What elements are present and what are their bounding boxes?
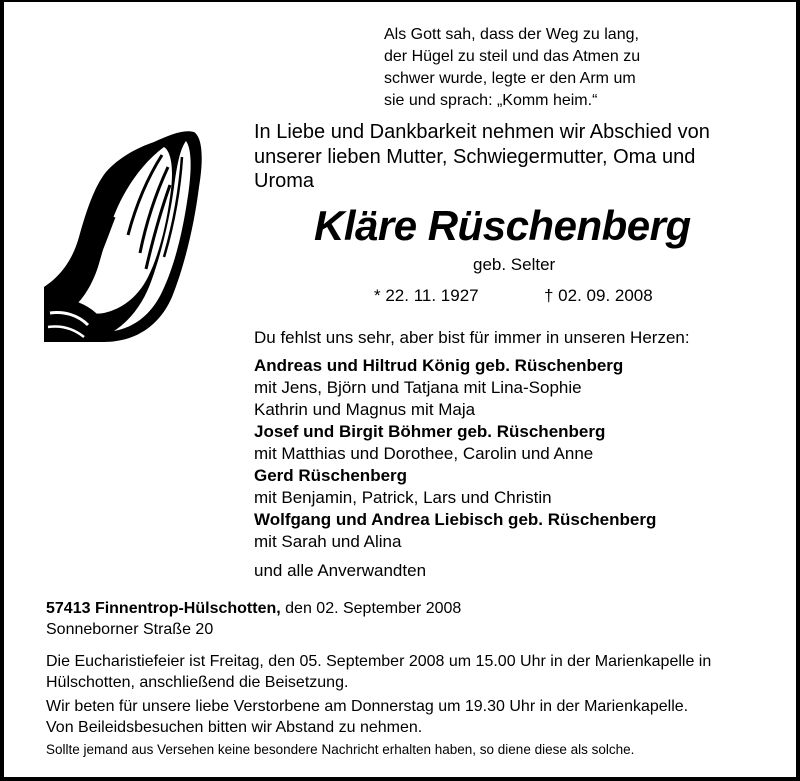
prayer-info [46, 697, 776, 738]
family-member-children: mit Matthias und Dorothee, Carolin und Anne [254, 444, 594, 463]
quote-line: der Hügel zu steil und das Atmen zu [384, 48, 641, 65]
family-member-name: Andreas und Hiltrud König geb. Rüschenberg [254, 356, 624, 375]
death-date: † 02. 09. 2008 [544, 286, 653, 305]
family-member-name: Josef und Birgit Böhmer geb. Rüschenberg [254, 422, 606, 441]
place-block [46, 598, 461, 640]
relatives-line: und alle Anverwandten [254, 561, 427, 580]
prayer-line: Wir beten für unsere liebe Verstorbene am Donnerstag um 19.30 Uhr in der Marienkapelle. [46, 698, 689, 715]
intro-text [254, 120, 774, 194]
prayer-line: Von Beileidsbesuchen bitten wir Abstand zu nehmen. [46, 718, 423, 736]
family-member-name: Gerd Rüschenberg [254, 466, 408, 485]
place-name: 57413 Finnentrop-Hülschotten, [46, 600, 281, 617]
footer-note: Sollte jemand aus Versehen keine besondere Nachricht erhalten haben, so diene diese als solche. [46, 742, 635, 757]
place-date-line [46, 598, 461, 619]
family-member-children: mit Benjamin, Patrick, Lars und Christin [254, 488, 552, 507]
street-address: Sonneborner Straße 20 [46, 621, 214, 638]
maiden-name: geb. Selter [473, 255, 556, 274]
praying-hands-icon [44, 127, 204, 347]
mass-info [46, 652, 776, 693]
family-list [254, 355, 656, 553]
family-member-name: Wolfgang und Andrea Liebisch geb. Rüschenberg [254, 510, 657, 529]
quote-line: sie und sprach: „Komm heim.“ [384, 92, 598, 109]
family-member-children: Kathrin und Magnus mit Maja [254, 400, 476, 419]
farewell-line: Du fehlst uns sehr, aber bist für immer in unseren Herzen: [254, 328, 690, 347]
intro-line: unserer lieben Mutter, Schwiegermutter, Oma und [254, 145, 696, 168]
birth-date: * 22. 11. 1927 [374, 286, 479, 305]
intro-line: In Liebe und Dankbarkeit nehmen wir Abschied von [254, 121, 710, 143]
deceased-name: Kläre Rüschenberg [314, 202, 691, 249]
poem-quote [384, 24, 640, 112]
family-member-children: mit Jens, Björn und Tatjana mit Lina-Sophie [254, 378, 582, 397]
intro-line: Uroma [254, 170, 315, 192]
notice-date: den 02. September 2008 [280, 600, 462, 617]
quote-line: schwer wurde, legte er den Arm um [384, 70, 636, 87]
family-member-children: mit Sarah und Alina [254, 532, 402, 551]
mass-line: Die Eucharistiefeier ist Freitag, den 05. September 2008 um 15.00 Uhr in der Marienkapelle in [46, 653, 712, 670]
quote-line: Als Gott sah, dass der Weg zu lang, [384, 26, 639, 43]
mass-line: Hülschotten, anschließend die Beisetzung. [46, 673, 349, 691]
